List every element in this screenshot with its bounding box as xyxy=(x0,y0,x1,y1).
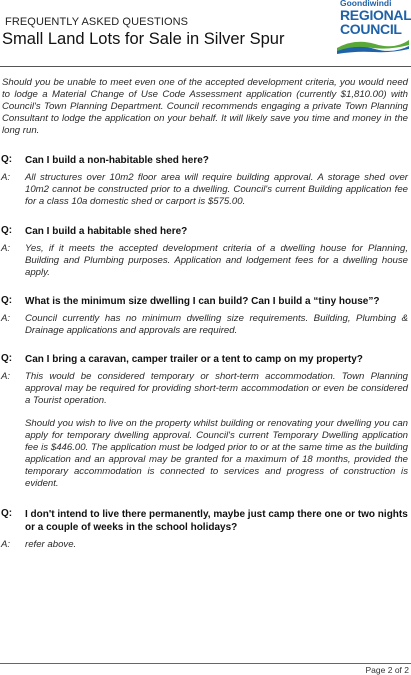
document-body xyxy=(0,77,411,137)
faq-item xyxy=(0,353,411,490)
answer-paragraph: Yes, if it meets the accepted development criteria of a dwelling house for Planning, Building and Plumbing purposes. Application and lodgement fees for a dwelling house apply. xyxy=(25,243,408,278)
answer-paragraph: refer above. xyxy=(25,539,77,550)
faq-item xyxy=(0,154,411,208)
answer-text xyxy=(25,172,411,208)
intro-paragraph: Should you be unable to meet even one of the accepted development criteria, you would need to lodge a Material Change of Use Code Assessment application (currently $1,810.00) with Council's Town Planning Department. Council recommends engaging a private Town Planning Consultant to lodge the application on your behalf. It will likely save you time and money in the long run. xyxy=(2,77,408,136)
question-marker: Q: xyxy=(1,295,13,306)
answer-text xyxy=(25,371,411,490)
answer-paragraph: Should you wish to live on the property whilst building or renovating your dwelling you can apply for temporary dwelling approval. Council's current Temporary Dwelling application fee is $446.00. The application must be lodged prior to or at the same time as the building application and an approval may be granted for a maximum of 18 months, provided the temporary accommodation is connected to services and progress of construction is evident. xyxy=(25,418,408,489)
question-text: I don't intend to live there permanently, maybe just camp there one or two nights or a couple of weeks in the school holidays? xyxy=(25,509,408,533)
answer-marker: A: xyxy=(1,243,11,254)
faq-label: FREQUENTLY ASKED QUESTIONS xyxy=(5,16,189,28)
answer-paragraph: All structures over 10m2 floor area will require building approval. A storage shed over 10m2 cannot be constructed prior to a dwelling. Council's current Building application fee for a class 10a domestic shed or carport is $575.00. xyxy=(25,172,408,207)
answer-text xyxy=(25,243,411,279)
council-logo xyxy=(335,0,411,60)
faq-item xyxy=(0,508,411,551)
logo-small-text: Goondiwindi xyxy=(340,0,392,8)
answer-marker: A: xyxy=(1,371,11,382)
logo-regional-text: REGIONAL xyxy=(340,7,411,23)
answer-paragraph: This would be considered temporary or short-term accommodation. Town Planning approval may be required for providing short-term accommodation or even be considered a Tourist operation. xyxy=(25,371,408,406)
answer-marker: A: xyxy=(1,539,11,550)
document-title: Small Land Lots for Sale in Silver Spur xyxy=(2,30,285,48)
question-text: Can I bring a caravan, camper trailer or a tent to camp on my property? xyxy=(25,354,363,365)
question-text: Can I build a non-habitable shed here? xyxy=(25,155,209,166)
logo-council-text: COUNCIL xyxy=(340,21,402,37)
question-text: Can I build a habitable shed here? xyxy=(25,226,188,237)
answer-text xyxy=(25,313,411,337)
answer-marker: A: xyxy=(1,172,11,183)
answer-marker: A: xyxy=(1,313,11,324)
question-marker: Q: xyxy=(1,353,13,364)
question-marker: Q: xyxy=(1,508,13,519)
document-header xyxy=(0,0,411,66)
question-marker: Q: xyxy=(1,225,13,236)
answer-paragraph: Council currently has no minimum dwelling size requirements. Building, Plumbing & Drainage applications and approvals are required. xyxy=(25,313,408,336)
page-number: Page 2 of 2 xyxy=(365,665,409,675)
answer-text xyxy=(25,539,411,551)
faq-item xyxy=(0,295,411,337)
logo-swoosh-icon xyxy=(335,36,411,54)
question-marker: Q: xyxy=(1,154,13,165)
faq-item xyxy=(0,225,411,279)
header-divider xyxy=(0,66,411,67)
footer-divider xyxy=(0,663,411,664)
question-text: What is the minimum size dwelling I can build? Can I build a “tiny house”? xyxy=(25,296,380,307)
